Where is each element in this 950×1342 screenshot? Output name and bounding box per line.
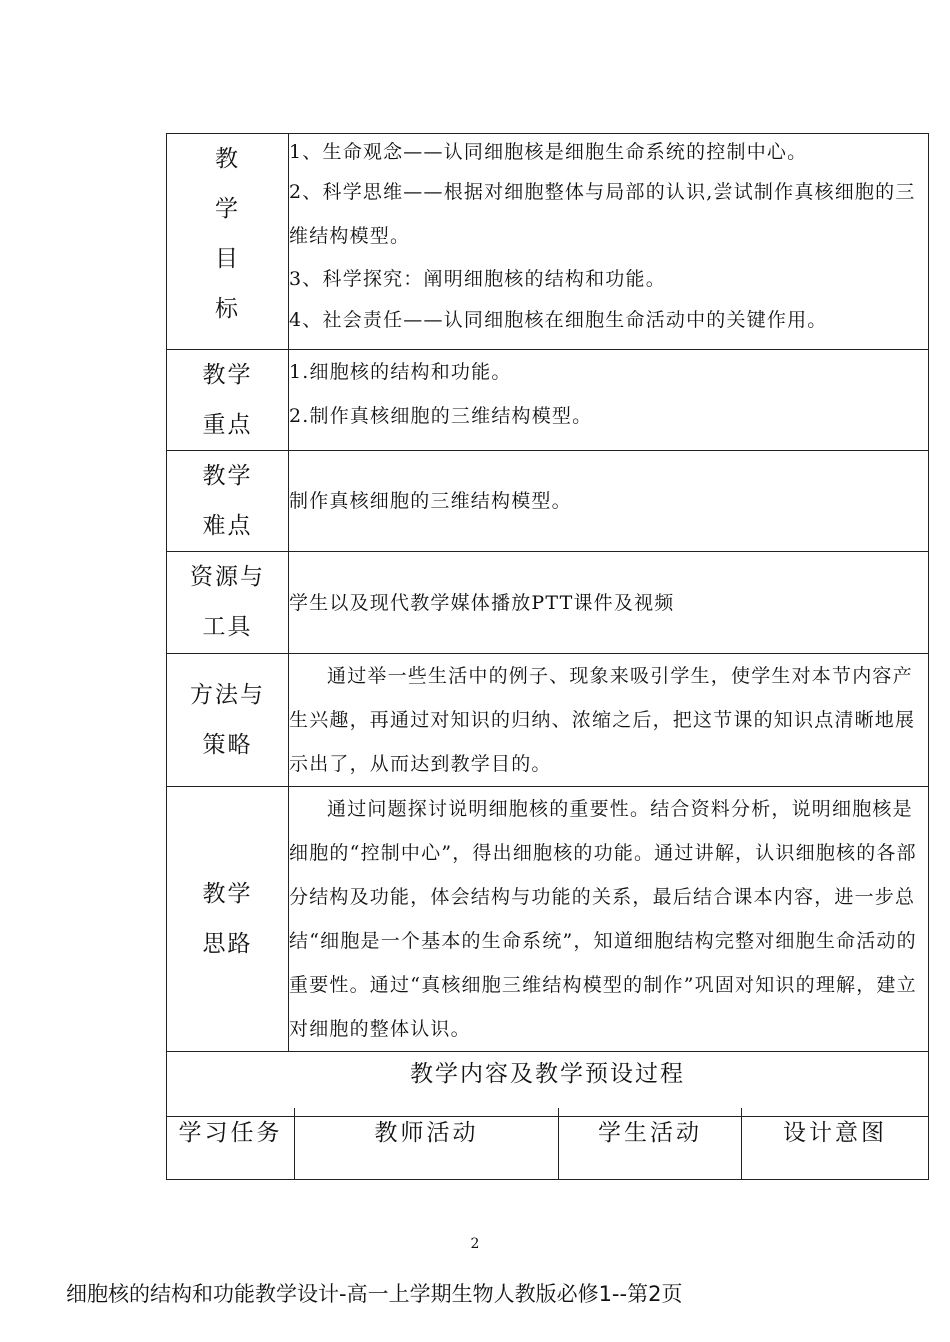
label-resources-line: 资源与 xyxy=(190,564,265,590)
lesson-plan-table xyxy=(166,133,929,1117)
label-goals-char: 教 xyxy=(215,146,240,172)
row-goals xyxy=(167,134,929,350)
goal-item: 2、科学思维——根据对细胞整体与局部的认识,尝试制作真核细胞的三维结构模型。 xyxy=(289,181,916,247)
label-methods-line: 方法与 xyxy=(190,682,265,708)
label-methods-line: 策略 xyxy=(202,732,253,758)
row-key-points xyxy=(167,350,929,451)
label-resources xyxy=(167,552,289,654)
row-difficulties xyxy=(167,451,929,552)
row-section-title xyxy=(167,1052,929,1117)
methods-text: 通过举一些生活中的例子、现象来吸引学生，使学生对本节内容产生兴趣，再通过对知识的归纳、浓缩之后，把这节课的知识点清晰地展示出了，从而达到教学目的。 xyxy=(289,665,916,775)
document-footer: 细胞核的结构和功能教学设计-高一上学期生物人教版必修1--第2页 xyxy=(66,1282,683,1306)
label-difficulties-line: 难点 xyxy=(202,513,253,539)
goal-item: 4、社会责任——认同细胞核在细胞生命活动中的关键作用。 xyxy=(289,309,828,331)
resources-text: 学生以及现代教学媒体播放PTT课件及视频 xyxy=(289,591,675,614)
key-points-content xyxy=(289,350,929,451)
row-resources xyxy=(167,552,929,654)
approach-text: 通过问题探讨说明细胞核的重要性。结合资料分析，说明细胞核是细胞的“控制中心”，得出细胞核的功能。通过讲解，认识细胞核的各部分结构及功能，体会结构与功能的关系，最后结合课本内容，进一步总结“细胞是一个基本的生命系统”，知道细胞结构完整对细胞生命活动的重要性。通过“真核细胞三维结构模型的制作”巩固对知识的理解，建立对细胞的整体认识。 xyxy=(289,798,917,1040)
label-difficulties xyxy=(167,451,289,552)
label-goals-char: 目 xyxy=(215,246,240,272)
row-approach xyxy=(167,787,929,1052)
page-number: 2 xyxy=(470,1236,480,1252)
label-goals-char: 标 xyxy=(215,296,240,322)
goal-item: 1、生命观念——认同细胞核是细胞生命系统的控制中心。 xyxy=(289,141,808,163)
label-approach xyxy=(167,787,289,1052)
label-key-points-line: 重点 xyxy=(202,412,253,438)
label-key-points xyxy=(167,350,289,451)
label-approach-line: 思路 xyxy=(202,931,253,957)
row-methods xyxy=(167,654,929,787)
column-header: 学习任务 xyxy=(167,1108,295,1179)
label-key-points-line: 教学 xyxy=(202,362,253,388)
column-header: 教师活动 xyxy=(295,1108,559,1179)
methods-content xyxy=(289,654,929,787)
label-resources-line: 工具 xyxy=(202,614,253,640)
difficulties-text: 制作真核细胞的三维结构模型。 xyxy=(289,490,572,512)
label-goals-char: 学 xyxy=(215,196,240,222)
label-approach-line: 教学 xyxy=(202,881,253,907)
column-header: 学生活动 xyxy=(559,1108,742,1179)
key-point-item: 1.细胞核的结构和功能。 xyxy=(289,361,512,383)
resources-content xyxy=(289,552,929,654)
label-methods xyxy=(167,654,289,787)
column-header: 设计意图 xyxy=(742,1108,929,1179)
key-point-item: 2.制作真核细胞的三维结构模型。 xyxy=(289,405,593,427)
process-header-row xyxy=(167,1108,929,1179)
goal-item: 3、科学探究：阐明细胞核的结构和功能。 xyxy=(289,268,666,290)
process-header-table xyxy=(166,1108,929,1180)
section-title: 教学内容及教学预设过程 xyxy=(167,1052,929,1117)
label-difficulties-line: 教学 xyxy=(202,463,253,489)
difficulties-content xyxy=(289,451,929,552)
label-goals xyxy=(167,134,289,350)
approach-content xyxy=(289,787,929,1052)
goals-content xyxy=(289,134,929,350)
